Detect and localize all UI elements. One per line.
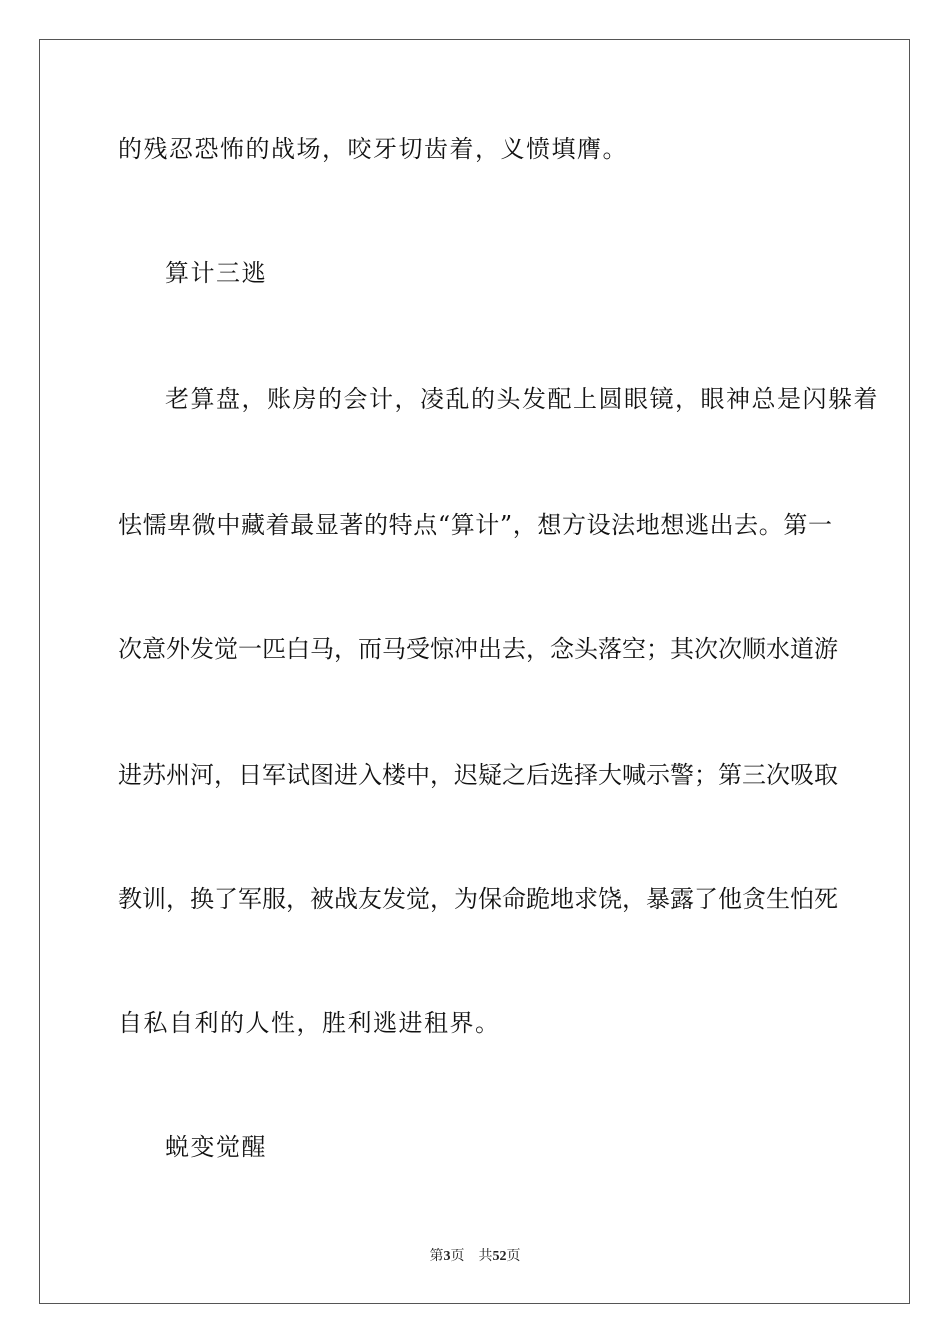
page-suffix: 页 — [450, 1249, 465, 1264]
total-prefix: 共 — [478, 1249, 493, 1264]
page-footer — [0, 1248, 950, 1266]
paragraph-line-4: 次意外发觉一匹白马，而马受惊冲出去，念头落空；其次次顺水道游 — [118, 635, 838, 663]
paragraph-line-6: 教训，换了军服，被战友发觉，为保命跪地求饶，暴露了他贪生怕死 — [118, 885, 838, 913]
paragraph-line-2: 老算盘，账房的会计，凌乱的头发配上圆眼镜，眼神总是闪躲着 — [165, 385, 879, 413]
page-border — [39, 39, 910, 1304]
paragraph-line-3: 怯懦卑微中藏着最显著的特点“算计”，想方设法地想逃出去。第一 — [118, 511, 832, 539]
paragraph-line-7: 自私自利的人性，胜利逃进租界。 — [118, 1009, 501, 1037]
paragraph-line-5: 进苏州河，日军试图进入楼中，迟疑之后选择大喊示警；第三次吸取 — [118, 761, 838, 789]
page-number: 3 — [443, 1249, 451, 1264]
page-prefix: 第 — [429, 1249, 444, 1264]
total-suffix: 页 — [506, 1249, 521, 1264]
paragraph-line-1: 的残忍恐怖的战场，咬牙切齿着，义愤填膺。 — [118, 135, 628, 163]
total-pages: 52 — [492, 1249, 507, 1264]
section-heading-suanji-santao: 算计三逃 — [165, 259, 267, 287]
section-heading-tuibian-juexing: 蜕变觉醒 — [165, 1133, 267, 1161]
